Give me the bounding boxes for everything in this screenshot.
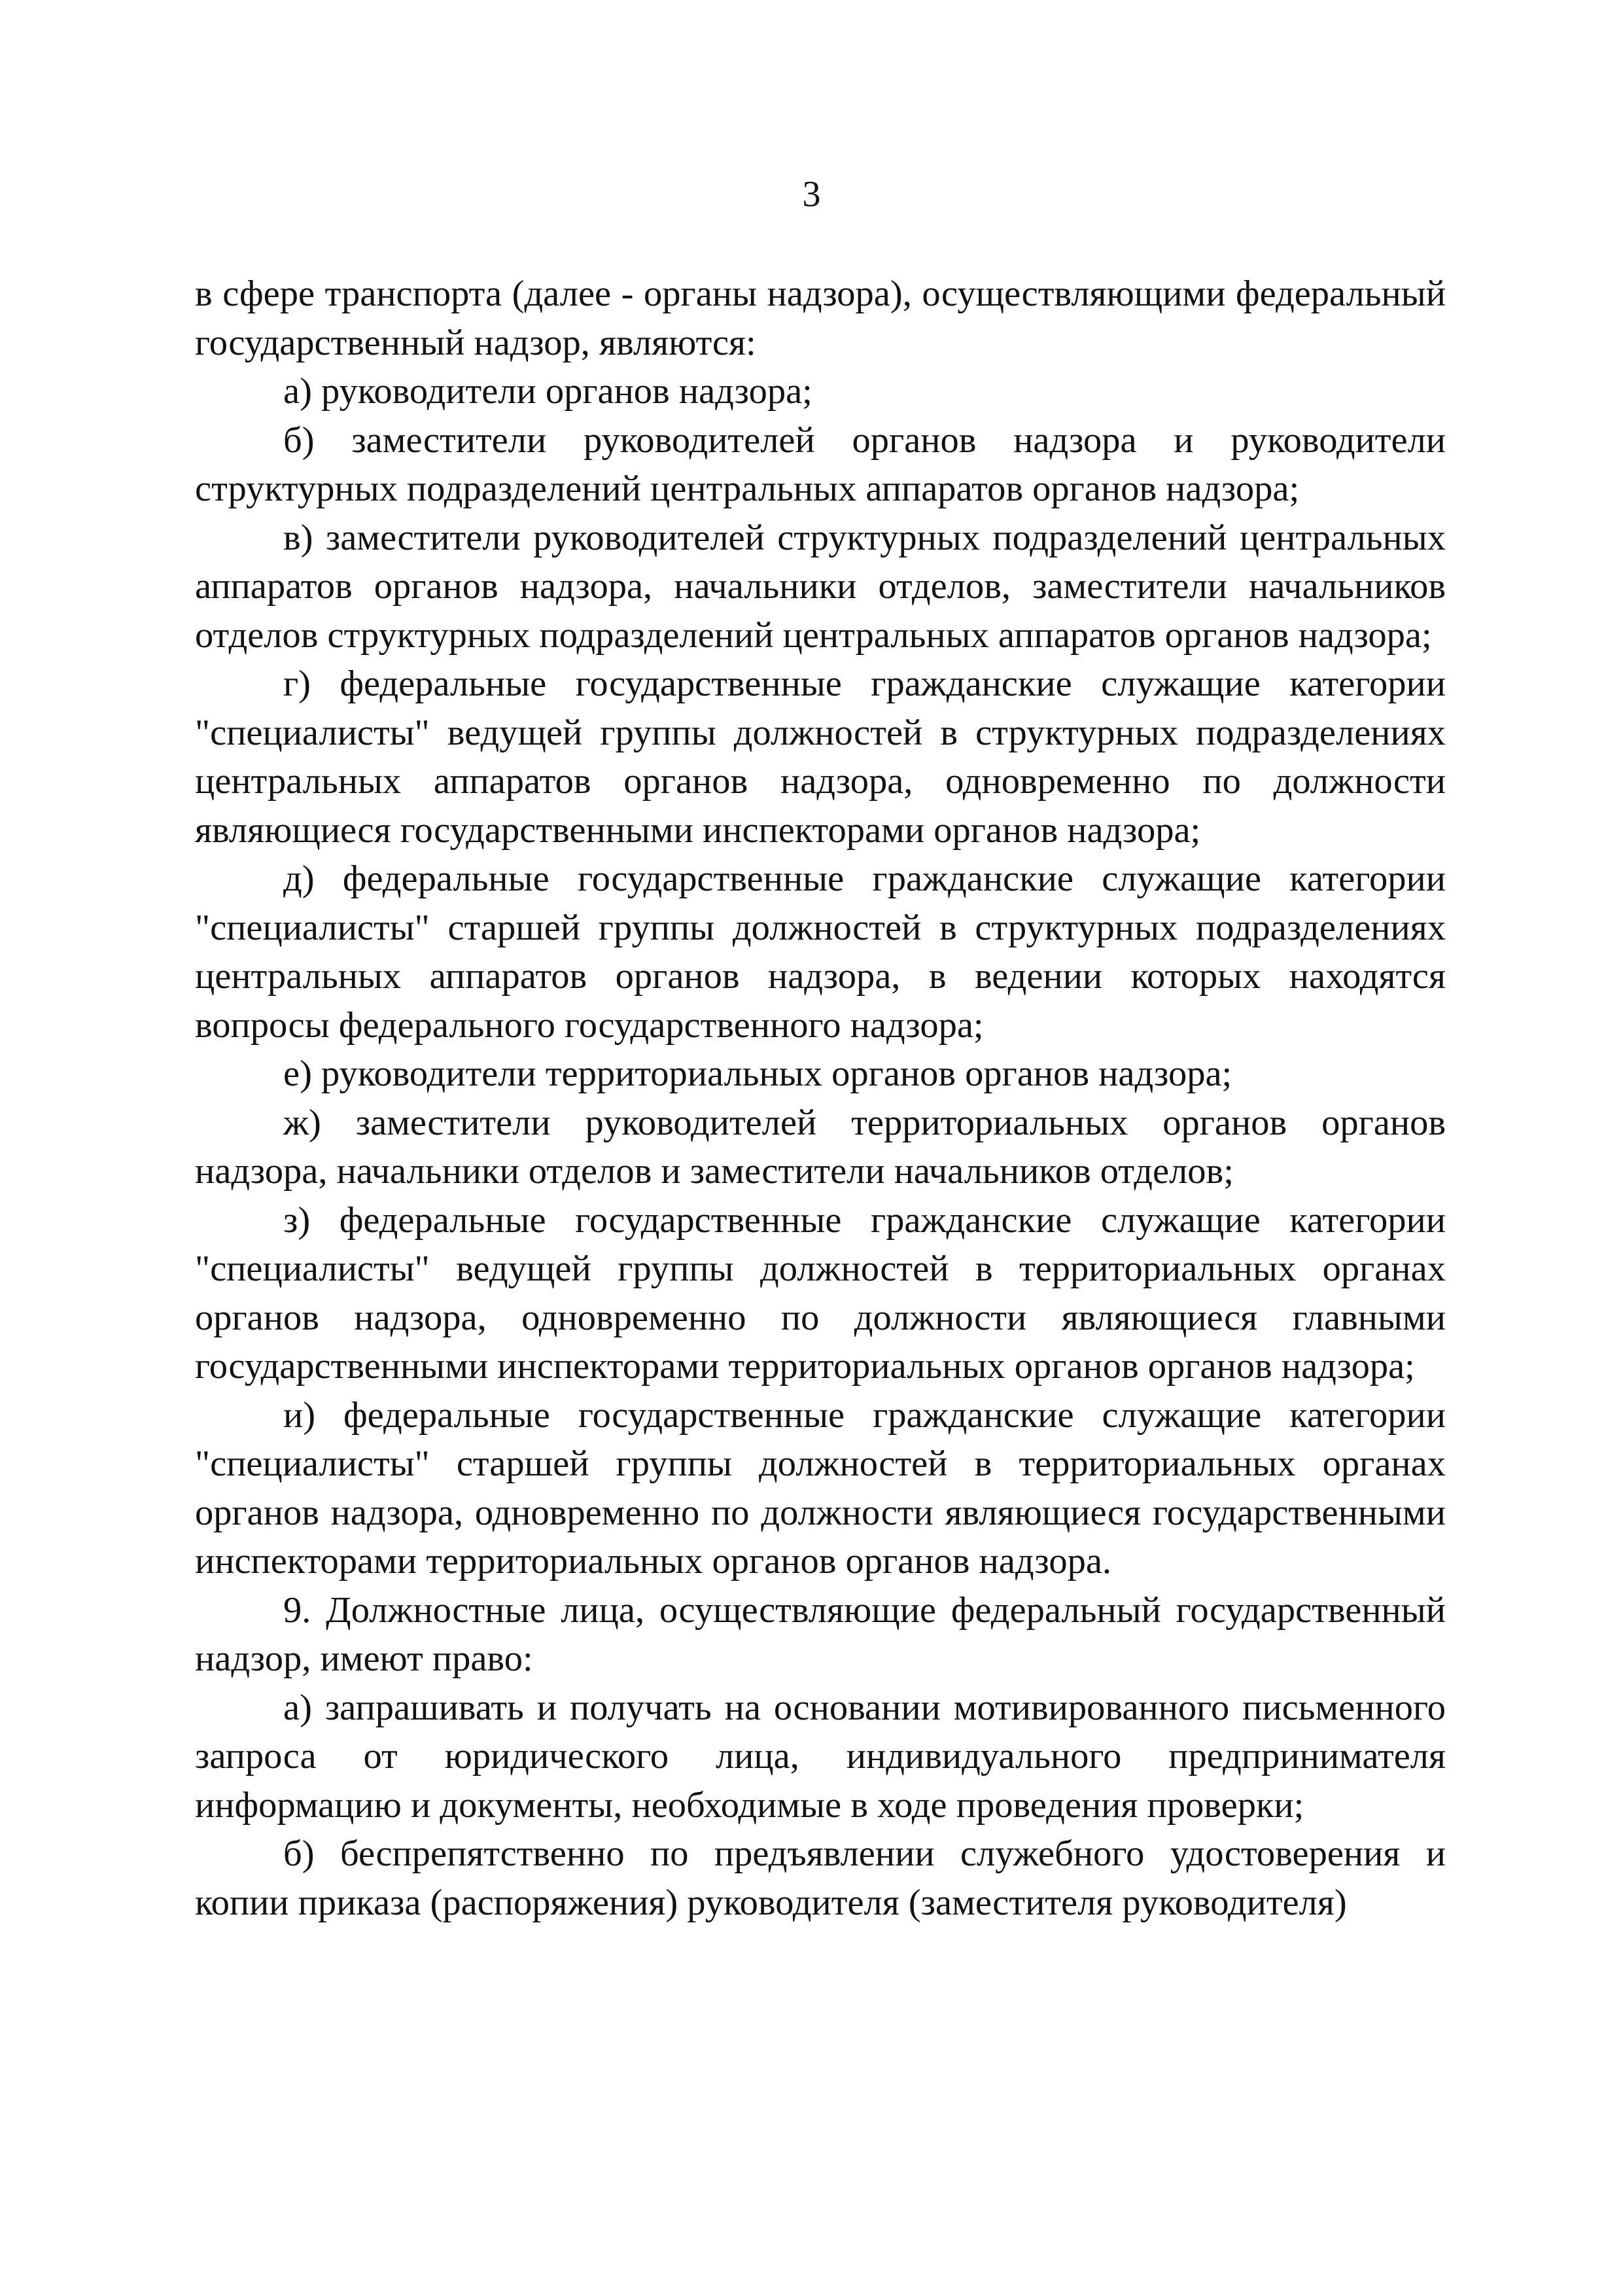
page-number: 3 — [802, 174, 821, 215]
paragraph-item-z: з) федеральные государственные гражданские служащие категории "специалисты" ведущей группы должностей в территориальных органах органов надзора, одновременно по должности являющиеся главными государственными инспекторами территориальных органов органов надзора; — [195, 1199, 1446, 1386]
paragraph-item-e: е) руководители территориальных органов органов надзора; — [283, 1053, 1232, 1094]
paragraph-9-item-a: а) запрашивать и получать на основании мотивированного письменного запроса от юридического лица, индивидуального предпринимателя информацию и документы, необходимые в ходе проведения проверки; — [195, 1687, 1446, 1826]
paragraph-section-9: 9. Должностные лица, осуществляющие федеральный государственный надзор, имеют право: — [195, 1589, 1446, 1679]
paragraph-item-i: и) федеральные государственные гражданские служащие категории "специалисты" старшей группы должностей в территориальных органах органов надзора, одновременно по должности являющиеся государственными инспекторами территориальных органов органов надзора. — [195, 1394, 1446, 1581]
paragraph-item-a: а) руководители органов надзора; — [283, 371, 812, 412]
paragraph-item-b: б) заместители руководителей органов надзора и руководители структурных подразделений центральных аппаратов органов надзора; — [195, 419, 1446, 509]
paragraph-9-item-b: б) беспрепятственно по предъявлении служебного удостоверения и копии приказа (распоряжения) руководителя (заместителя руководителя) — [195, 1833, 1446, 1923]
paragraph-item-d: д) федеральные государственные гражданские служащие категории "специалисты" старшей группы должностей в структурных подразделениях центральных аппаратов органов надзора, в ведении которых находятся вопросы федерального государственного надзора; — [195, 858, 1446, 1046]
paragraph-intro: в сфере транспорта (далее - органы надзора), осуществляющими федеральный государственный надзор, являются: — [195, 274, 1446, 363]
paragraph-item-g: г) федеральные государственные гражданские служащие категории "специалисты" ведущей группы должностей в структурных подразделениях центральных аппаратов органов надзора, одновременно по должности являющиеся государственными инспекторами органов надзора; — [195, 663, 1446, 851]
document-body — [195, 270, 1446, 1927]
paragraph-item-zh: ж) заместители руководителей территориальных органов органов надзора, начальники отделов и заместители начальников отделов; — [195, 1102, 1446, 1192]
paragraph-item-v: в) заместители руководителей структурных подразделений центральных аппаратов органов надзора, начальники отделов, заместители начальников отделов структурных подразделений центральных аппаратов органов надзора; — [195, 517, 1446, 656]
